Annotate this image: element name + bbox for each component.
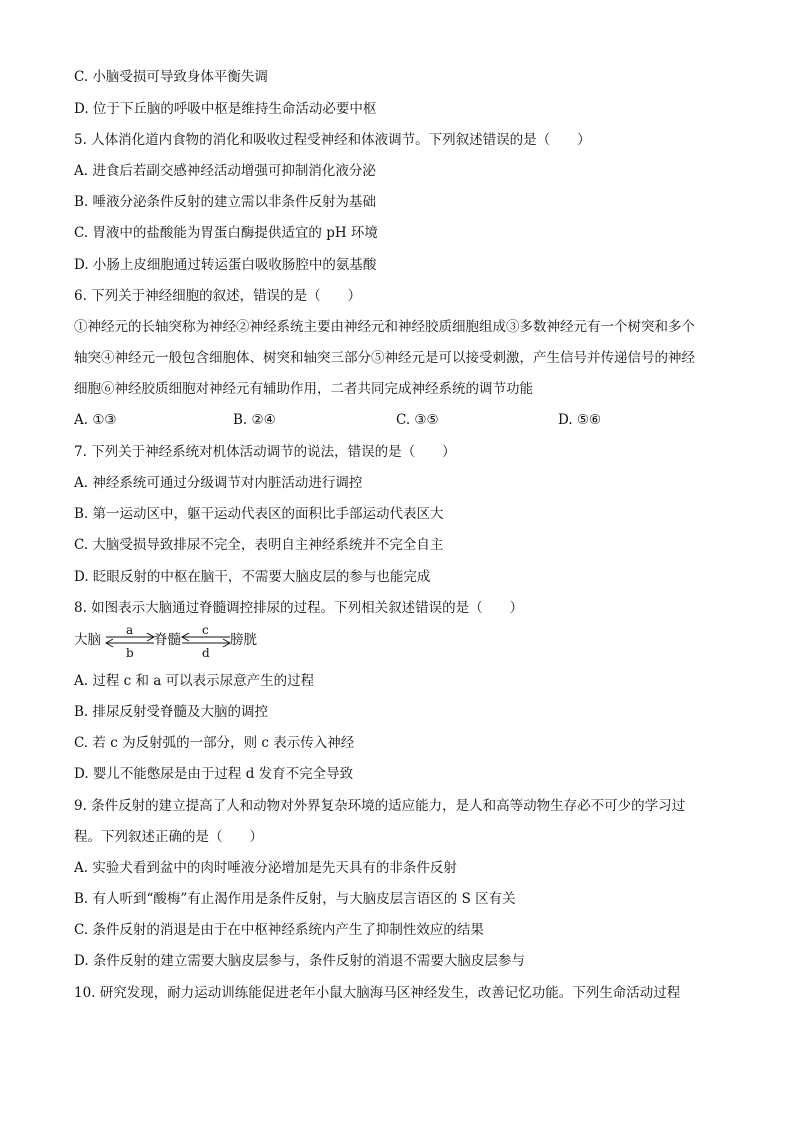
q5-option-a: A. 进食后若副交感神经活动增强可抑制消化液分泌 <box>74 163 376 179</box>
q9-stem-line1: 9. 条件反射的建立提高了人和动物对外界复杂环境的适应能力，是人和高等动物生存必不可少的学习过 <box>74 798 686 814</box>
q6-option-c: C. ③⑤ <box>396 412 439 428</box>
diagram-spinal-cord: 脊髓 <box>154 632 181 648</box>
q7-option-a: A. 神经系统可通过分级调节对内脏活动进行调控 <box>74 475 363 491</box>
diagram-bladder: 膀胱 <box>230 632 257 648</box>
q7-option-b: B. 第一运动区中，躯干运动代表区的面积比手部运动代表区大 <box>74 506 444 522</box>
q9-option-c: C. 条件反射的消退是由于在中枢神经系统内产生了抑制性效应的结果 <box>74 922 484 938</box>
q8-option-d: D. 婴儿不能憋尿是由于过程 d 发育不完全导致 <box>74 766 354 782</box>
diagram-label-c: c <box>202 623 209 637</box>
q8-option-c: C. 若 c 为反射弧的一部分，则 c 表示传入神经 <box>74 735 355 751</box>
q8-stem: 8. 如图表示大脑通过脊髓调控排尿的过程。下列相关叙述错误的是（ ） <box>74 600 524 616</box>
q4-option-c: C. 小脑受损可导致身体平衡失调 <box>74 69 268 85</box>
q5-stem: 5. 人体消化道内食物的消化和吸收过程受神经和体液调节。下列叙述错误的是（ ） <box>74 132 591 148</box>
q9-stem-line2: 程。下列叙述正确的是（ ） <box>74 829 263 845</box>
q5-option-b: B. 唾液分泌条件反射的建立需以非条件反射为基础 <box>74 194 377 210</box>
q5-option-c: C. 胃液中的盐酸能为胃蛋白酶提供适宜的 pH 环境 <box>74 225 378 241</box>
q6-option-b: B. ②④ <box>233 412 276 428</box>
q8-diagram <box>74 624 314 660</box>
diagram-label-b: b <box>126 646 134 660</box>
diagram-label-a: a <box>126 623 134 637</box>
q10-stem-line1: 10. 研究发现，耐力运动训练能促进老年小鼠大脑海马区神经发生，改善记忆功能。下列生命活动过程 <box>74 985 681 1001</box>
diagram-label-d: d <box>202 646 210 660</box>
q8-diagram-arrows <box>74 624 314 660</box>
q6-statements-line2: 轴突④神经元一般包含细胞体、树突和轴突三部分⑤神经元是可以接受刺激，产生信号并传递信号的神经 <box>74 350 695 366</box>
q6-stem: 6. 下列关于神经细胞的叙述，错误的是（ ） <box>74 288 362 304</box>
q9-option-a: A. 实验犬看到盆中的肉时唾液分泌增加是先天具有的非条件反射 <box>74 860 457 876</box>
q7-stem: 7. 下列关于神经系统对机体活动调节的说法，错误的是（ ） <box>74 444 456 460</box>
q9-option-b: B. 有人听到“酸梅”有止渴作用是条件反射，与大脑皮层言语区的 S 区有关 <box>74 891 516 907</box>
diagram-brain: 大脑 <box>74 632 101 648</box>
q5-option-d: D. 小肠上皮细胞通过转运蛋白吸收肠腔中的氨基酸 <box>74 257 377 273</box>
q4-option-d: D. 位于下丘脑的呼吸中枢是维持生命活动必要中枢 <box>74 101 377 117</box>
q6-statements-line1: ①神经元的长轴突称为神经②神经系统主要由神经元和神经胶质细胞组成③多数神经元有一个树突和多个 <box>74 319 695 335</box>
q8-option-a: A. 过程 c 和 a 可以表示尿意产生的过程 <box>74 673 315 689</box>
q6-option-d: D. ⑤⑥ <box>558 412 602 428</box>
q6-option-a: A. ①③ <box>74 412 117 428</box>
q9-option-d: D. 条件反射的建立需要大脑皮层参与，条件反射的消退不需要大脑皮层参与 <box>74 953 525 969</box>
q7-option-c: C. 大脑受损导致排尿不完全，表明自主神经系统并不完全自主 <box>74 537 444 553</box>
q7-option-d: D. 眨眼反射的中枢在脑干，不需要大脑皮层的参与也能完成 <box>74 569 431 585</box>
q6-statements-line3: 细胞⑥神经胶质细胞对神经元有辅助作用，二者共同完成神经系统的调节功能 <box>74 381 533 397</box>
q8-option-b: B. 排尿反射受脊髓及大脑的调控 <box>74 704 269 720</box>
